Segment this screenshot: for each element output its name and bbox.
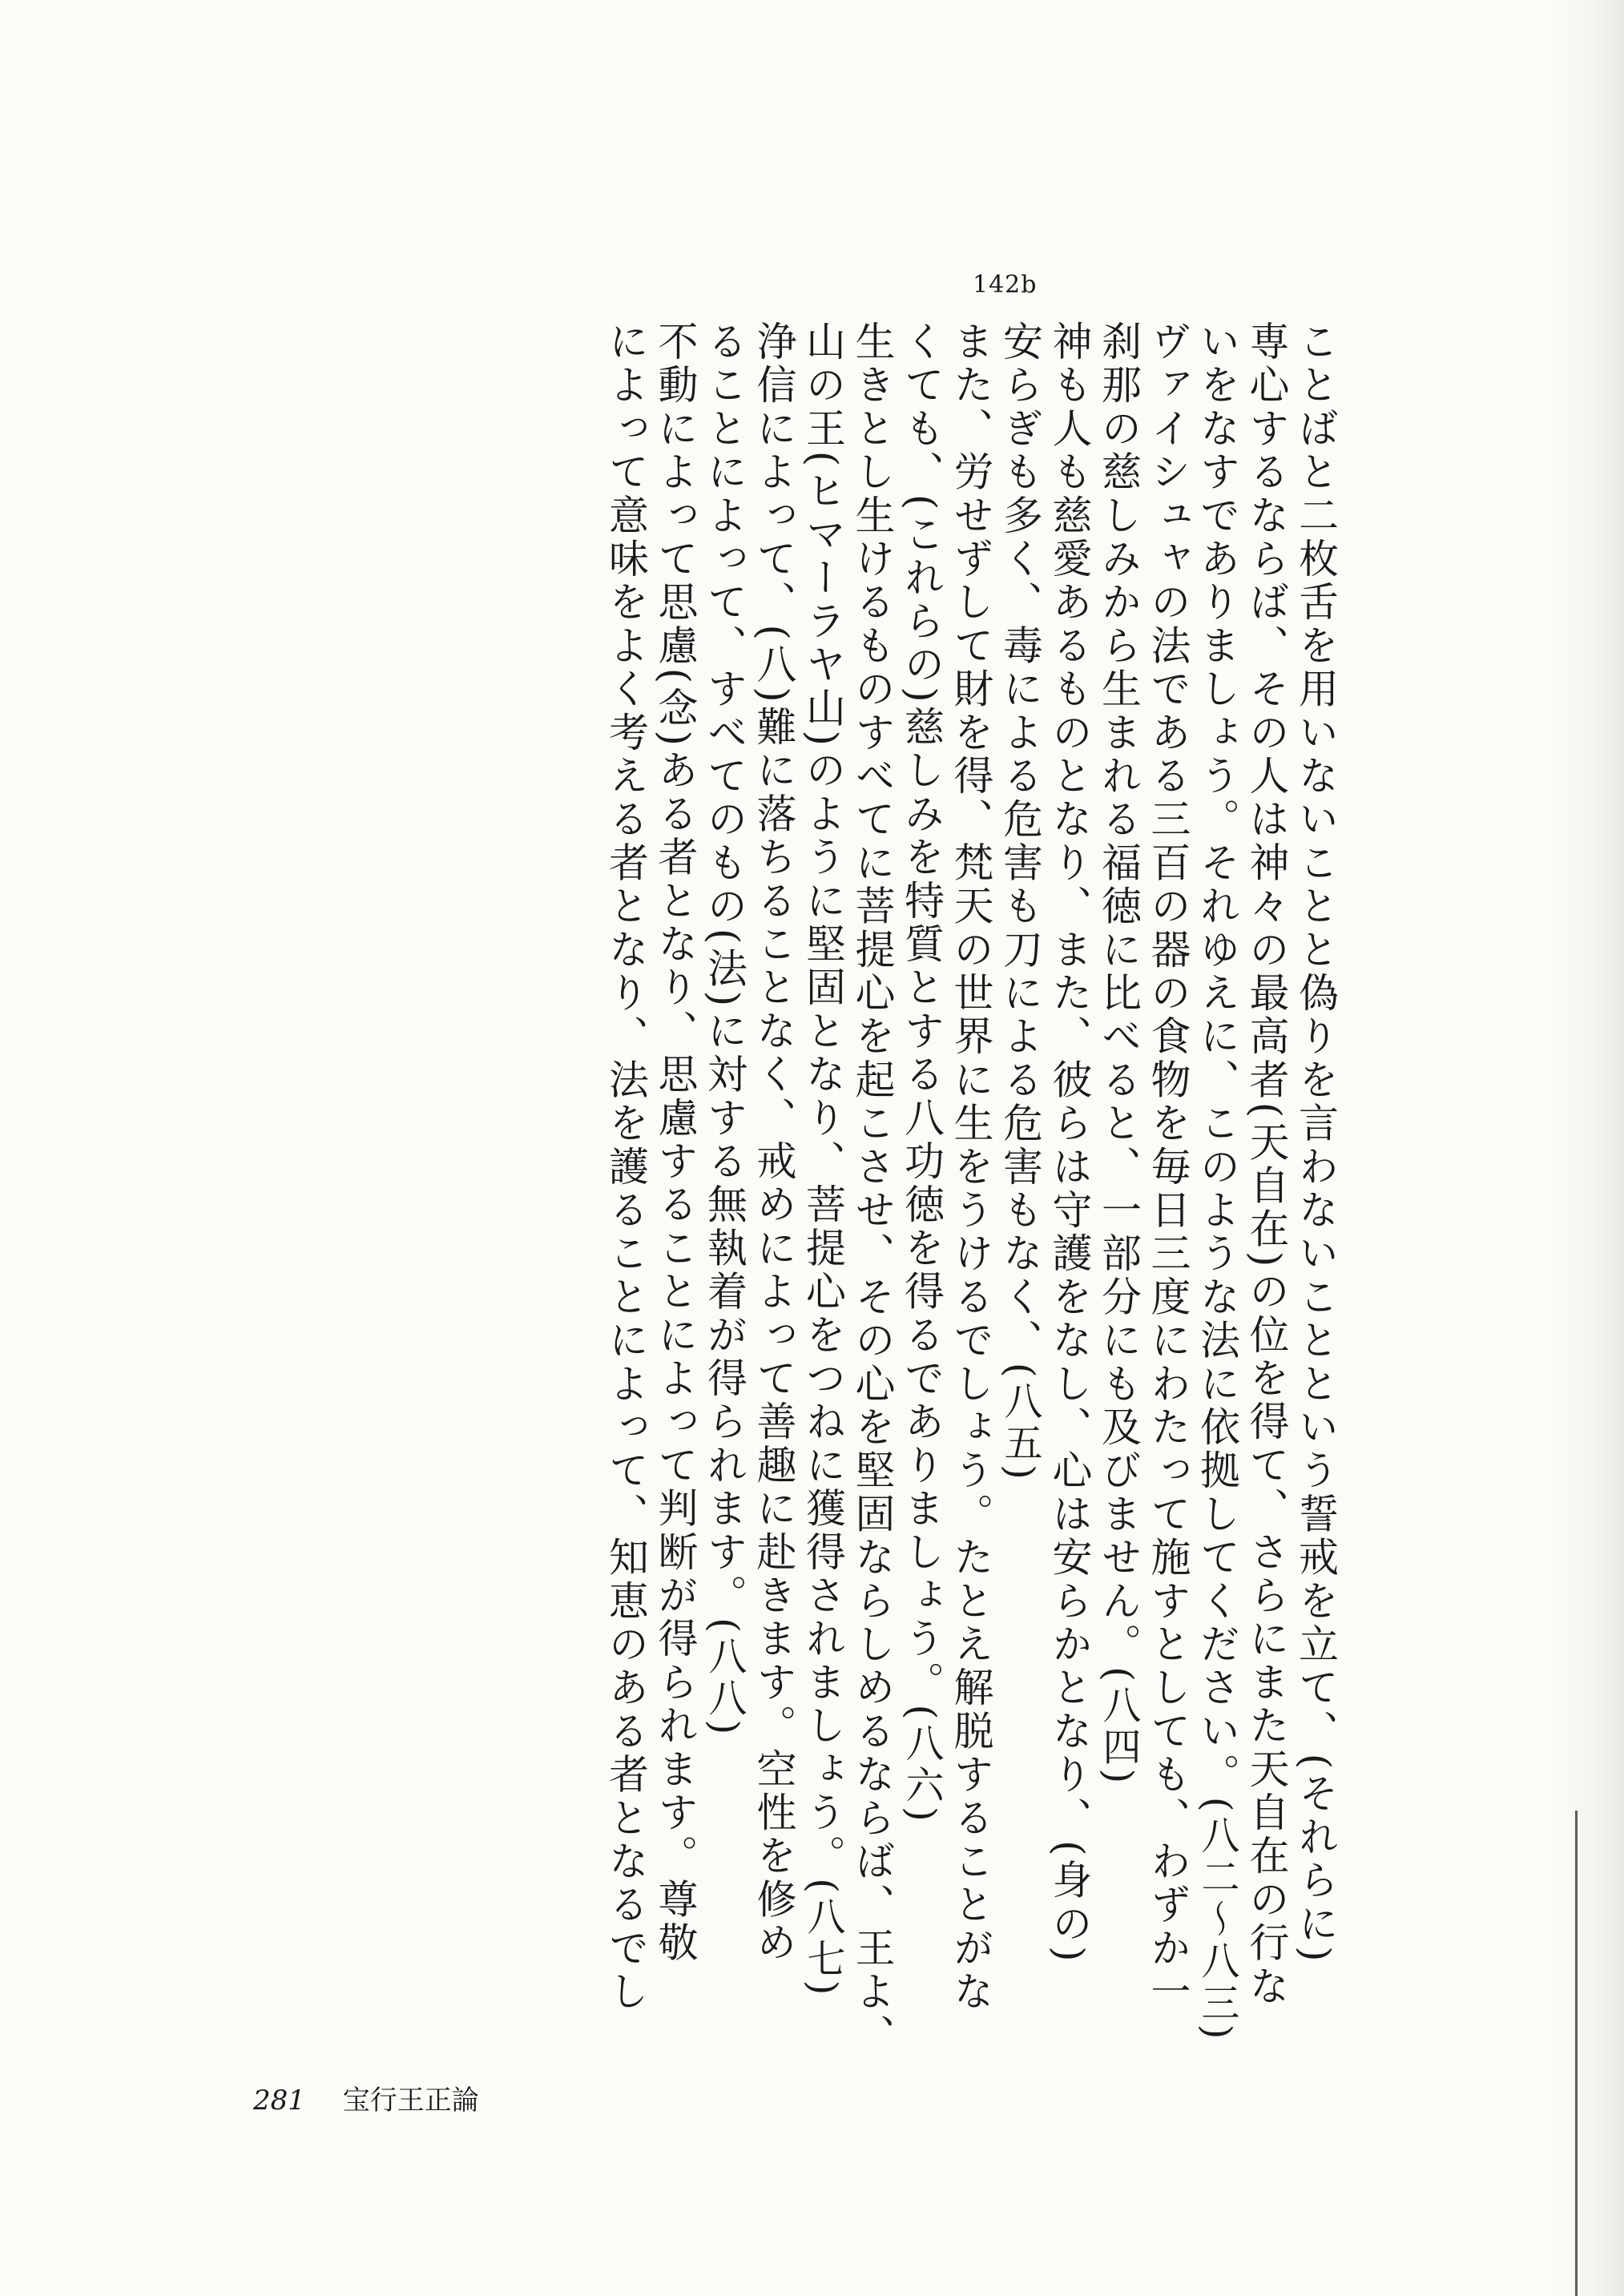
text-line: くても、(これらの)慈しみを特質とする八功徳を得るでありましょう。(八六) [898, 320, 945, 1825]
text-line: 安らぎも多く、毒による危害も刀による危害もなく、(八五) [997, 320, 1043, 1484]
text-line: また、労せずして財を得、梵天の世界に生をうけるでしょう。たとえ解脱することがな [947, 320, 994, 2014]
verse-number: (八八) [702, 1617, 747, 1738]
text-line: 専心するならば、その人は神々の最高者(天自在)の位を得て、さらにまた天自在の行な [1243, 320, 1290, 2009]
verse-number: (八六) [899, 1704, 944, 1825]
text-line: いをなすでありましょう。それゆえに、このような法に依拠してください。(八二〜八三) [1194, 320, 1240, 2043]
text-line: ヴァイシュャの法である三百の器の食物を毎日三度にわたって施すとしても、わずか一 [1144, 320, 1191, 2014]
text-line: 浄信によって、(八)難に落ちることなく、戒めによって善趣に赴きます。空性を修め [750, 320, 797, 1965]
page-marker: 142b [973, 271, 1038, 299]
verse-number: (八四) [1096, 1666, 1141, 1787]
running-title: 宝行王正論 [342, 2085, 479, 2117]
text-line: 不動によって思慮(念)ある者となり、思慮することによって判断が得られます。尊敬 [651, 320, 699, 1965]
verse-number: (八五) [997, 1362, 1042, 1484]
scan-edge-line [1575, 1811, 1578, 2296]
body-text [210, 320, 1340, 2057]
text-line: 山の王(ヒマーラヤ山)のように堅固となり、菩提心をつねに獲得されましょう。(八七) [800, 320, 846, 1999]
page-number: 281 [253, 2085, 305, 2117]
text-line: によって意味をよく考える者となり、法を護ることによって、知恵のある者となるでし [602, 320, 649, 2014]
verse-number: (八七) [800, 1878, 845, 1999]
text-line: 刹那の慈しみから生まれる福徳に比べると、一部分にも及びません。(八四) [1095, 320, 1142, 1787]
verse-number: (八二〜八三) [1195, 1796, 1239, 2043]
text-line: 神も人も慈愛あるものとなり、また、彼らは守護をなし、心は安らかとなり、(身の) [1046, 320, 1093, 1965]
scan-edge-shadow [1548, 0, 1624, 2296]
text-line: ことばと二枚舌を用いないことと偽りを言わないことという誓戒を立て、(それらに) [1292, 320, 1339, 1965]
text-line: ることによって、すべてのもの(法)に対する無執着が得られます。(八八) [701, 320, 748, 1738]
page-footer [253, 2078, 479, 2117]
text-line: 生きとし生けるものすべてに菩提心を起こさせ、その心を堅固ならしめるならば、王よ、 [848, 320, 896, 2057]
